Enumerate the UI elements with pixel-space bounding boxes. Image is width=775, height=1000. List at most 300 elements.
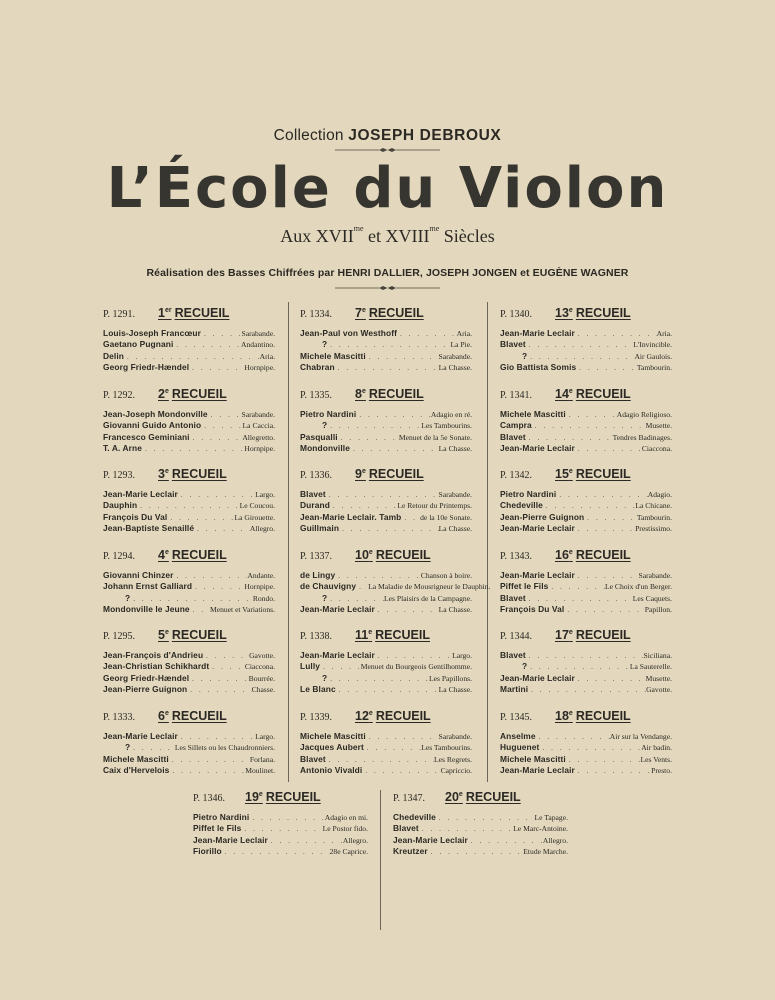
piece-title: La Maladie de Mousrigneur le Dauphin. bbox=[368, 582, 491, 592]
dot-leader bbox=[169, 767, 245, 775]
dot-leader bbox=[178, 491, 255, 499]
entry-row bbox=[103, 432, 275, 443]
recueil-entries bbox=[193, 812, 368, 858]
composer-name: Lully bbox=[300, 661, 321, 672]
composer-name: Jean-François d'Andrieu bbox=[103, 650, 204, 660]
recueil-title bbox=[355, 628, 430, 642]
piece-title: Le Tapage. bbox=[534, 813, 568, 822]
piece-title: Gavotte. bbox=[249, 651, 275, 660]
composer-name: Kreutzer bbox=[393, 846, 428, 857]
entry-row bbox=[103, 328, 275, 339]
dot-leader bbox=[194, 525, 250, 533]
piece-title: Tendres Badinages. bbox=[612, 432, 672, 442]
piece-title: La Chasse. bbox=[438, 685, 472, 695]
composer-name: ? bbox=[522, 661, 528, 672]
recueil-title bbox=[555, 387, 631, 401]
recueil-section bbox=[103, 467, 275, 535]
dot-leader bbox=[536, 733, 610, 741]
dot-leader bbox=[564, 606, 644, 614]
dot-leader bbox=[575, 445, 642, 453]
composer-name: Jean-Marie Leclair bbox=[500, 765, 575, 776]
entry-row bbox=[103, 650, 275, 661]
plate-number: P. 1342. bbox=[500, 470, 532, 481]
recueil-title bbox=[158, 467, 227, 481]
recueil-header bbox=[103, 548, 275, 568]
recueil-label: RECUEIL bbox=[171, 467, 227, 481]
entry-row bbox=[500, 742, 672, 753]
piece-title: Tambourin. bbox=[636, 512, 672, 522]
composer-name: Georg Friedr-Hændel bbox=[103, 362, 190, 373]
composer-name: Jean-Pierre Guignon bbox=[500, 511, 585, 522]
piece-title: Hornpipe. bbox=[244, 363, 275, 373]
recueil-ordinal: 14 bbox=[555, 387, 569, 401]
subtitle-sup: me bbox=[429, 224, 440, 233]
dot-leader bbox=[208, 411, 242, 419]
dot-leader bbox=[137, 502, 239, 510]
dot-leader bbox=[130, 744, 175, 752]
dot-leader bbox=[173, 341, 241, 349]
recueil-section bbox=[500, 387, 672, 455]
recueil-header bbox=[500, 548, 672, 568]
recueil-ordinal: 17 bbox=[555, 628, 569, 642]
composer-name: ? bbox=[322, 420, 328, 431]
entry-row bbox=[300, 409, 472, 420]
piece-title: La Girouette. bbox=[234, 512, 275, 522]
entry-row bbox=[103, 673, 275, 684]
entry-row bbox=[193, 823, 368, 834]
entry-row bbox=[300, 650, 472, 661]
recueil-label: RECUEIL bbox=[265, 790, 321, 804]
composer-name: Fiorillo bbox=[193, 846, 222, 857]
piece-title: Tambourin. bbox=[636, 363, 672, 373]
plate-number: P. 1295. bbox=[103, 631, 135, 642]
recueil-section bbox=[393, 790, 568, 858]
dot-leader bbox=[401, 514, 420, 522]
recueil-label: RECUEIL bbox=[575, 548, 631, 562]
dot-leader bbox=[189, 364, 244, 372]
recueil-ordinal: 2 bbox=[158, 387, 165, 401]
recueil-ordinal-suffix: e bbox=[458, 790, 463, 798]
recueil-section bbox=[193, 790, 368, 858]
recueil-title bbox=[158, 709, 227, 723]
recueil-ordinal: 3 bbox=[158, 467, 165, 481]
recueil-title bbox=[158, 387, 227, 401]
recueil-label: RECUEIL bbox=[174, 306, 230, 320]
dot-leader bbox=[366, 353, 439, 361]
dot-leader bbox=[576, 364, 637, 372]
entry-row bbox=[500, 731, 672, 742]
recueil-label: RECUEIL bbox=[575, 467, 631, 481]
piece-title: Sarabande. bbox=[438, 351, 472, 361]
recueil-label: RECUEIL bbox=[171, 387, 227, 401]
piece-title: Menuet de la 5e Sonate. bbox=[398, 432, 472, 442]
column-divider-left bbox=[288, 302, 289, 782]
composer-name: Caix d'Hervelois bbox=[103, 765, 170, 776]
recueil-section bbox=[300, 628, 472, 696]
dot-leader bbox=[436, 814, 535, 822]
column-divider-right bbox=[487, 302, 488, 782]
recueil-ordinal-suffix: e bbox=[568, 387, 573, 395]
recueil-section bbox=[103, 709, 275, 777]
entry-row bbox=[500, 443, 672, 454]
plate-number: P. 1293. bbox=[103, 470, 135, 481]
piece-title: Hornpipe. bbox=[244, 582, 275, 592]
piece-title: Rondo. bbox=[252, 593, 275, 603]
recueil-label: RECUEIL bbox=[575, 628, 631, 642]
piece-title: Le Choix d'un Berger. bbox=[604, 582, 672, 592]
plate-number: P. 1292. bbox=[103, 390, 135, 401]
dot-leader bbox=[190, 434, 243, 442]
recueil-entries bbox=[103, 328, 275, 374]
piece-title: La Pie. bbox=[450, 340, 472, 350]
dot-leader bbox=[142, 445, 244, 453]
composer-name: Jean-Marie Leclair bbox=[500, 443, 575, 454]
composer-name: Jean-Marie Leclair bbox=[500, 328, 575, 338]
composer-name: Jean-Marie Leclair bbox=[500, 672, 575, 683]
piece-title: Andante. bbox=[247, 571, 275, 580]
dot-leader bbox=[130, 595, 253, 603]
recueil-label: RECUEIL bbox=[575, 387, 631, 401]
dot-leader bbox=[375, 652, 452, 660]
composer-name: Anselme bbox=[500, 731, 536, 741]
dot-leader bbox=[169, 756, 250, 764]
piece-title: Musette. bbox=[645, 673, 672, 683]
recueil-ordinal: 5 bbox=[158, 628, 165, 642]
piece-title: Forlana. bbox=[249, 754, 275, 764]
entry-row bbox=[500, 650, 672, 661]
dot-leader bbox=[339, 525, 439, 533]
piece-title: Allegro. bbox=[249, 524, 275, 534]
entry-row bbox=[300, 443, 472, 454]
recueil-ordinal-suffix: e bbox=[361, 467, 366, 475]
piece-title: de la 10e Sonate. bbox=[420, 512, 472, 522]
entry-row bbox=[500, 409, 672, 420]
recueil-ordinal: 18 bbox=[555, 709, 569, 723]
composer-name: Pietro Nardini bbox=[193, 812, 250, 822]
composer-name: de Lingy bbox=[300, 570, 336, 580]
entry-row bbox=[300, 512, 472, 523]
dot-leader bbox=[366, 733, 439, 741]
recueil-ordinal-suffix: e bbox=[164, 628, 169, 636]
piece-title: L'Invincible. bbox=[633, 340, 672, 350]
entry-row bbox=[103, 765, 275, 776]
dot-leader bbox=[335, 572, 421, 580]
entry-row bbox=[103, 661, 275, 672]
recueil-ordinal: 12 bbox=[355, 709, 369, 723]
recueil-ordinal: 11 bbox=[355, 628, 369, 642]
dot-leader bbox=[335, 364, 439, 372]
piece-title: Moulinet. bbox=[245, 766, 275, 776]
entry-row bbox=[500, 362, 672, 373]
entry-row bbox=[103, 523, 275, 534]
piece-title: Sarabande. bbox=[638, 571, 672, 580]
composer-name: Le Blanc bbox=[300, 684, 336, 695]
entry-row bbox=[500, 581, 672, 592]
recueil-ordinal-suffix: e bbox=[164, 548, 169, 556]
recueil-entries bbox=[300, 570, 491, 616]
recueil-entries bbox=[300, 650, 472, 696]
entry-row bbox=[300, 684, 472, 695]
entry-row bbox=[500, 339, 672, 350]
composer-name: ? bbox=[522, 350, 528, 361]
entry-row bbox=[500, 523, 672, 534]
recueil-header bbox=[103, 709, 275, 729]
entry-row bbox=[300, 523, 472, 534]
recueil-ordinal: 13 bbox=[555, 306, 569, 320]
dot-leader bbox=[575, 525, 635, 533]
composer-name: Campra bbox=[500, 420, 532, 431]
piece-title: La Chasse. bbox=[438, 524, 472, 534]
plate-number: P. 1339. bbox=[300, 712, 332, 723]
dot-leader bbox=[249, 814, 324, 822]
recueil-title bbox=[245, 790, 321, 804]
recueil-ordinal-suffix: e bbox=[568, 548, 573, 556]
entry-row bbox=[300, 500, 472, 511]
recueil-ordinal-suffix: e bbox=[568, 628, 573, 636]
recueil-ordinal: 9 bbox=[355, 467, 362, 481]
recueil-header bbox=[300, 548, 472, 568]
entry-row bbox=[393, 812, 568, 823]
entry-row bbox=[193, 812, 368, 823]
piece-title: Allegretto. bbox=[242, 432, 275, 442]
recueil-ordinal: 8 bbox=[355, 387, 362, 401]
composer-name: Piffet le Fils bbox=[193, 823, 242, 834]
composer-name: Pietro Nardini bbox=[500, 489, 557, 499]
entry-row bbox=[103, 351, 275, 362]
recueil-entries bbox=[300, 328, 472, 374]
recueil-ordinal: 19 bbox=[245, 790, 259, 804]
recueil-ordinal-suffix: e bbox=[368, 709, 373, 717]
plate-number: P. 1336. bbox=[300, 470, 332, 481]
dot-leader bbox=[190, 606, 210, 614]
recueil-label: RECUEIL bbox=[375, 709, 431, 723]
plate-number: P. 1338. bbox=[300, 631, 332, 642]
entry-row bbox=[500, 351, 672, 362]
entry-row bbox=[393, 823, 568, 834]
dot-leader bbox=[201, 422, 242, 430]
composer-name: Michele Mascitti bbox=[500, 753, 566, 764]
recueil-ordinal-suffix: e bbox=[164, 709, 169, 717]
composer-name: Michele Mascitti bbox=[103, 753, 169, 764]
recueil-section bbox=[500, 467, 672, 535]
recueil-label: RECUEIL bbox=[368, 467, 424, 481]
recueil-label: RECUEIL bbox=[375, 548, 431, 562]
entry-row bbox=[103, 512, 275, 523]
dot-leader bbox=[575, 330, 657, 338]
plate-number: P. 1337. bbox=[300, 551, 332, 562]
recueil-header bbox=[500, 387, 672, 407]
piece-title: Bourrée. bbox=[248, 673, 275, 683]
composer-name: de Chauvigny bbox=[300, 581, 357, 592]
entry-row bbox=[193, 846, 368, 857]
recueil-section bbox=[300, 387, 472, 455]
recueil-ordinal-suffix: e bbox=[258, 790, 263, 798]
entry-row bbox=[103, 604, 275, 615]
composer-name: Jean-Paul von Westhoff bbox=[300, 328, 397, 338]
subtitle-aux: Aux XVII bbox=[280, 226, 354, 246]
recueil-header bbox=[103, 306, 275, 326]
piece-title: Allegro. bbox=[542, 835, 568, 845]
piece-title: Air Gaulois. bbox=[634, 351, 672, 361]
composer-name: François Du Val bbox=[103, 511, 168, 522]
composer-name: Jean-Christian Schikhardt bbox=[103, 661, 210, 672]
entry-row bbox=[300, 432, 472, 443]
recueil-title bbox=[555, 548, 631, 562]
dot-leader bbox=[539, 744, 641, 752]
dot-leader bbox=[556, 491, 647, 499]
entry-row bbox=[103, 593, 275, 604]
dot-leader bbox=[526, 652, 644, 660]
dot-leader bbox=[192, 583, 244, 591]
recueil-entries bbox=[393, 812, 568, 858]
entry-row bbox=[103, 581, 275, 592]
dot-leader bbox=[543, 502, 635, 510]
composer-name: Pasqualli bbox=[300, 431, 338, 442]
piece-title: Les Sillets ou les Chaudronniers. bbox=[174, 743, 275, 753]
composer-name: Mondonville le Jeune bbox=[103, 604, 190, 615]
piece-title: Siciliana. bbox=[643, 651, 672, 660]
piece-title: Chasse. bbox=[251, 685, 275, 695]
entry-row bbox=[300, 593, 472, 604]
piece-title: La Chasse. bbox=[438, 363, 472, 373]
recueil-header bbox=[300, 387, 472, 407]
composer-name: Jean-Marie Leclair bbox=[500, 523, 575, 534]
entry-row bbox=[500, 684, 672, 695]
recueil-ordinal: 20 bbox=[445, 790, 459, 804]
composer-name: Pietro Nardini bbox=[300, 409, 357, 419]
piece-title: Aria. bbox=[656, 329, 672, 338]
dot-leader bbox=[327, 341, 450, 349]
dot-leader bbox=[468, 837, 543, 845]
entry-row bbox=[193, 835, 368, 846]
recueil-section bbox=[103, 548, 275, 616]
recueil-entries bbox=[103, 731, 275, 777]
entry-row bbox=[300, 754, 472, 765]
entry-row bbox=[103, 500, 275, 511]
composer-name: Blavet bbox=[500, 339, 526, 350]
entry-row bbox=[300, 339, 472, 350]
entry-row bbox=[103, 731, 275, 742]
subtitle bbox=[0, 226, 775, 247]
dot-leader bbox=[336, 686, 439, 694]
recueil-entries bbox=[500, 409, 672, 455]
plate-number: P. 1340. bbox=[500, 309, 532, 320]
plate-number: P. 1346. bbox=[193, 793, 225, 804]
piece-title: La Chicane. bbox=[635, 501, 672, 511]
recueil-header bbox=[103, 387, 275, 407]
recueil-title bbox=[158, 628, 227, 642]
collection-prefix: Collection bbox=[273, 127, 344, 144]
composer-name: Blavet bbox=[300, 753, 326, 764]
dot-leader bbox=[575, 572, 639, 580]
dot-leader bbox=[356, 411, 431, 419]
composer-name: ? bbox=[125, 592, 131, 603]
entry-row bbox=[500, 420, 672, 431]
entry-row bbox=[103, 742, 275, 753]
piece-title: Prestissimo. bbox=[635, 524, 672, 534]
recueil-title bbox=[355, 548, 431, 562]
composer-name: T. A. Arne bbox=[103, 443, 142, 454]
composer-name: Jean-Marie Leclair. Tamb bbox=[300, 511, 402, 522]
composer-name: François Du Val bbox=[500, 604, 565, 615]
recueil-ordinal-suffix: e bbox=[568, 306, 573, 314]
entry-row bbox=[300, 570, 472, 581]
piece-title: Gavotte. bbox=[646, 685, 672, 695]
column-divider-bottom bbox=[380, 790, 381, 930]
recueil-entries bbox=[103, 409, 275, 455]
entry-row bbox=[500, 512, 672, 523]
composer-name: Blavet bbox=[500, 592, 526, 603]
composer-name: Chedeville bbox=[500, 500, 543, 511]
entry-row bbox=[500, 765, 672, 776]
composer-name: Martini bbox=[500, 684, 529, 695]
piece-title: La Caccia. bbox=[242, 421, 275, 431]
piece-title: Sarabande. bbox=[241, 410, 275, 419]
composer-name: Giovanni Guido Antonio bbox=[103, 420, 202, 431]
recueil-label: RECUEIL bbox=[171, 628, 227, 642]
recueil-ordinal-suffix: e bbox=[368, 628, 373, 636]
recueil-header bbox=[300, 306, 472, 326]
composer-name: Jean-Marie Leclair bbox=[300, 604, 375, 615]
composer-name: Jacques Aubert bbox=[300, 742, 364, 753]
dot-leader bbox=[526, 434, 613, 442]
entry-row bbox=[103, 409, 275, 420]
dot-leader bbox=[326, 491, 439, 499]
recueil-label: RECUEIL bbox=[171, 709, 227, 723]
composer-name: Francesco Geminiani bbox=[103, 431, 190, 442]
entry-row bbox=[500, 328, 672, 339]
recueil-ordinal: 10 bbox=[355, 548, 369, 562]
composer-name: Huguenet bbox=[500, 742, 540, 753]
dot-leader bbox=[364, 744, 421, 752]
entry-row bbox=[500, 604, 672, 615]
composer-name: Durand bbox=[300, 500, 330, 511]
recueil-section bbox=[300, 467, 472, 535]
recueil-entries bbox=[103, 570, 275, 616]
recueil-label: RECUEIL bbox=[575, 306, 631, 320]
recueil-header bbox=[300, 709, 472, 729]
dot-leader bbox=[320, 663, 361, 671]
entry-row bbox=[103, 489, 275, 500]
composer-name: Blavet bbox=[500, 650, 526, 660]
composer-name: ? bbox=[322, 672, 328, 683]
piece-title: Sarabande. bbox=[438, 490, 472, 499]
recueil-title bbox=[555, 628, 631, 642]
plate-number: P. 1343. bbox=[500, 551, 532, 562]
recueil-entries bbox=[500, 731, 672, 777]
recueil-ordinal-suffix: er bbox=[164, 306, 172, 314]
dot-leader bbox=[268, 837, 343, 845]
piece-title: Aria. bbox=[259, 351, 275, 361]
composer-name: Giovanni Chinzer bbox=[103, 570, 174, 580]
piece-title: La Chasse. bbox=[438, 444, 472, 454]
piece-title: Hornpipe. bbox=[244, 444, 275, 454]
piece-title: Les Regrets. bbox=[434, 754, 472, 764]
composer-name: Delin bbox=[103, 350, 124, 361]
dot-leader bbox=[327, 422, 421, 430]
recueil-section bbox=[103, 306, 275, 374]
dot-leader bbox=[173, 572, 247, 580]
composer-name: Jean-Marie Leclair bbox=[300, 650, 375, 660]
recueil-label: RECUEIL bbox=[171, 548, 227, 562]
plate-number: P. 1291. bbox=[103, 309, 135, 320]
piece-title: Ciaccona. bbox=[244, 662, 275, 672]
entry-row bbox=[500, 593, 672, 604]
piece-title: Adagio en ré. bbox=[430, 410, 472, 419]
piece-title: Adagio en mi. bbox=[324, 813, 368, 822]
composer-name: Blavet bbox=[300, 489, 326, 499]
recueil-entries bbox=[103, 650, 275, 696]
